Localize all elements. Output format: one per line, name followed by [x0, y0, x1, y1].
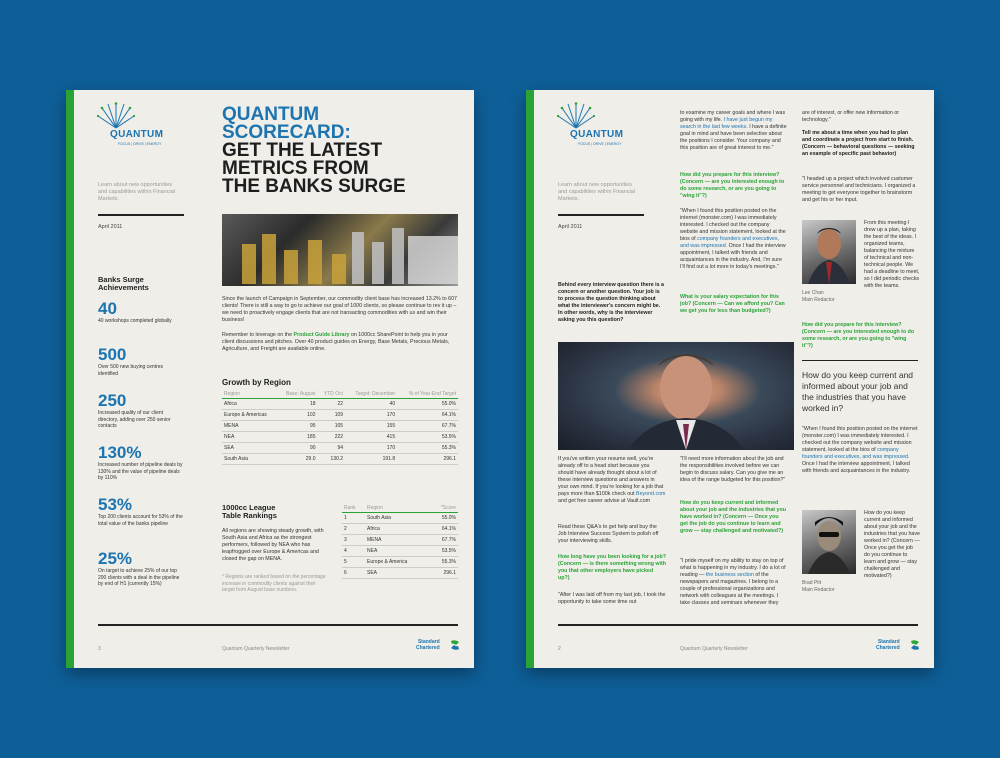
- brad-pitt-photo: [802, 510, 856, 574]
- cell: 22: [318, 399, 346, 410]
- founders-link-2[interactable]: company founders and executives, and was impressed.: [802, 447, 910, 460]
- beyond-link[interactable]: Beyond.com: [636, 491, 666, 497]
- league-header-row: [342, 504, 458, 513]
- page-title: [222, 106, 406, 196]
- cell: 18: [278, 399, 318, 410]
- cell: 53.5%: [397, 432, 458, 443]
- cell: 170: [345, 410, 397, 421]
- intro-paragraph-2: [222, 332, 458, 353]
- quantum-burst-icon: [556, 102, 596, 132]
- growth-title: Growth by Region: [222, 378, 291, 387]
- cell: NEA: [222, 432, 278, 443]
- cell: MENA: [222, 421, 278, 432]
- col-header: YTD Oct: [323, 391, 344, 397]
- col3-paragraph-4: [802, 426, 918, 475]
- page-number: 3: [98, 646, 101, 652]
- cell: 5: [342, 557, 365, 568]
- cell: 95: [278, 421, 318, 432]
- col1-p1-end: and get free career advise at Vault.com: [558, 498, 651, 504]
- cell: 53.5%: [430, 546, 458, 557]
- title-line-4: METRICS FROM: [222, 158, 369, 179]
- cell: 64.1%: [430, 524, 458, 535]
- product-guide-library-link[interactable]: Product Guide Library: [293, 332, 350, 338]
- stat-description: On target to achieve 25% of our top 200 clients with a deal in the pipeline by end of H1 (currently 15%): [98, 568, 180, 587]
- issue-date: April 2011: [98, 224, 123, 230]
- table-row: [222, 443, 458, 454]
- table-row: [222, 432, 458, 443]
- cell: Africa: [222, 399, 278, 410]
- col2-paragraph-4: [680, 558, 788, 607]
- col3-question-1: Tell me about a time when you had to plan and coordinate a project from start to finish. (Concern — behavioral questions — seeking an example of specific past behavior): [802, 130, 915, 157]
- cell: 2: [342, 524, 365, 535]
- table-row: [342, 568, 458, 579]
- logo-wordmark: QUANTUM: [110, 129, 164, 140]
- cell: 415: [345, 432, 397, 443]
- para2-end: on 1000cc SharePoint to help you in your client discussions and pitches. Over 40 product guides on Energy, Base Metals, Precious Metals, Agriculture, and Freight are available online.: [222, 332, 450, 352]
- newsletter-page-left: [66, 90, 474, 668]
- col1-p1-start: If you've written your resume well, you're already off to a head start because you should have already thought about a lot of these interview questions and answers in your own mind. If you're looking for a job that pays more than $100k check out: [558, 456, 664, 497]
- businessman-portrait-icon: [558, 342, 794, 450]
- green-edge-bar: [526, 90, 534, 668]
- quantum-logo: [96, 102, 176, 152]
- col-header: % of Year-End Target: [408, 391, 456, 397]
- cell: 155: [345, 421, 397, 432]
- quantum-burst-icon: [96, 102, 136, 132]
- league-heading: [222, 504, 277, 520]
- table-row: [222, 454, 458, 465]
- col1-paragraph-1: [558, 456, 666, 505]
- person1-name: Lee Chan: [802, 290, 824, 296]
- lead-question: Behind every interview question there is a concern or another question. Your job is to process the question thinking about what the interviewer's concern might be. In other words, why is the interviewer asking you this question?: [558, 282, 664, 323]
- league-title-1: 1000cc League: [222, 503, 276, 512]
- cell: 296.1: [397, 454, 458, 465]
- table-row: [342, 535, 458, 546]
- cell: Europe & America: [365, 557, 430, 568]
- pull-quote: How do you keep current and informed about your job and the industries that you have worked in?: [802, 370, 914, 413]
- sc-line-1: Standard: [417, 639, 440, 645]
- cell: 40: [345, 399, 397, 410]
- col2-p4-start: "I pride myself on my ability to stay on top of what is happening in my industry. I do a lot of reading —: [680, 558, 786, 578]
- achievements-title-2: Achievements: [98, 283, 149, 292]
- title-line-2: SCORECARD:: [222, 122, 351, 143]
- business-section-link[interactable]: the business section: [705, 572, 754, 578]
- table-row: [222, 410, 458, 421]
- sc-line-2: Chartered: [416, 644, 440, 651]
- newsletter-name: Quantum Quarterly Newsletter: [680, 646, 748, 652]
- cell: 3: [342, 535, 365, 546]
- cell: 94: [318, 443, 346, 454]
- col2-paragraph-3: "I'll need more information about the job and the responsibilities involved before we can begin to discuss salary. Can you give me an idea of the range budgeted for this position?": [680, 456, 786, 483]
- cell: South Asia: [365, 513, 430, 524]
- cell: 55.3%: [397, 443, 458, 454]
- lee-chan-portrait-icon: [802, 220, 856, 284]
- stat-description: 40 workshops completed globally: [98, 318, 172, 324]
- person2-name: Brad Pitt: [802, 580, 822, 586]
- cell: MENA: [365, 535, 430, 546]
- cell: 222: [318, 432, 346, 443]
- standard-chartered-mark-icon: [450, 639, 460, 651]
- col3-paragraph-3: From this meeting I drew up a plan, taking the best of the ideas. I organized teams, balancing the mixture of technical and non-technical people. We had a deadline to meet, so I did periodic checks with the teams.: [864, 220, 920, 289]
- para2-start: Remember to leverage on the: [222, 332, 294, 338]
- stat-number: 250: [98, 391, 127, 410]
- stat-block-3: [98, 444, 184, 482]
- league-footnote: * Regions are ranked based on the percentage increase in commodity clients against their target from August base numbers.: [222, 574, 326, 593]
- cell: NEA: [365, 546, 430, 557]
- issue-date: April 2011: [558, 224, 583, 230]
- col2-p4-end: of the newspapers and magazines. I belong to a couple of professional organizations and network with colleagues at the meetings. I take classes and seminars whenever they: [680, 572, 779, 606]
- newsletter-name: Quantum Quarterly Newsletter: [222, 646, 290, 652]
- cell: 90: [278, 443, 318, 454]
- cell: 1: [342, 513, 365, 524]
- person1-role: Main Redactor: [802, 296, 835, 303]
- cell: 170: [345, 443, 397, 454]
- coin-stacks-icon: [222, 214, 458, 286]
- stat-number: 25%: [98, 549, 133, 568]
- stat-block-1: [98, 346, 184, 377]
- cell: 67.7%: [430, 535, 458, 546]
- person2-caption: [802, 580, 835, 593]
- col2-paragraph-2: [680, 208, 788, 271]
- founders-link[interactable]: company founders and executives, and was impressed.: [680, 236, 779, 249]
- col3-paragraph-2: "I headed up a project which involved customer service personnel and technicians. I organized a meeting to get everyone together to brainstorm and get his or her input.: [802, 176, 916, 203]
- coins-photo: [222, 214, 458, 286]
- intro-rule: [558, 214, 644, 216]
- title-line-1: QUANTUM: [222, 104, 320, 125]
- logo-tagline: FOCUS | DRIVE | ENERGY: [118, 142, 162, 146]
- lee-chan-photo: [802, 220, 856, 284]
- col2-paragraph-1: [680, 110, 788, 152]
- footer-rule: [98, 624, 458, 626]
- col2-p2-start: "When I found this position posted on the internet (monster.com) I was immediately interested. I checked out the company website and mission statement, looked at the bios of: [680, 208, 786, 242]
- search-link[interactable]: I have just begun my search in the last few weeks.: [680, 117, 773, 130]
- cell: 67.7%: [397, 421, 458, 432]
- cell: 191.8: [345, 454, 397, 465]
- table-row: [222, 399, 458, 410]
- table-row: [342, 513, 458, 524]
- league-table: [342, 504, 458, 579]
- cell: Africa: [365, 524, 430, 535]
- cell: 130.2: [318, 454, 346, 465]
- stat-description: Over 500 new buying centres identified: [98, 364, 164, 377]
- portrait-photo: [558, 342, 794, 450]
- pull-quote-rule: [802, 360, 918, 361]
- cell: 102: [278, 410, 318, 421]
- intro-rule: [98, 214, 184, 216]
- stat-number: 53%: [98, 495, 133, 514]
- col-header: Region: [367, 505, 383, 511]
- stat-number: 130%: [98, 443, 142, 462]
- stat-block-0: [98, 300, 184, 325]
- col3-paragraph-1: are of interest, or offer new information or technology.": [802, 110, 900, 123]
- cell: Europe & Americas: [222, 410, 278, 421]
- page-number: 2: [558, 646, 561, 652]
- intro-paragraph-1: Since the launch of Campaign in September, our commodity client base has increased 13.2% to 607 clients! There is still a way to go to achieve our goal of 1000 clients, so please continue to rev it up – we need to proactively engage clients that are not transacting commodities with us and win their business!: [222, 296, 457, 323]
- cell: 296.1: [430, 568, 458, 579]
- stat-block-5: [98, 550, 184, 588]
- cell: 29.0: [278, 454, 318, 465]
- achievements-title-1: Banks Surge: [98, 275, 144, 284]
- col2-p1-start: to examine my career goals and where I was going with my life.: [680, 110, 786, 123]
- standard-chartered-mark-icon: [910, 639, 920, 651]
- col2-question-3: How do you keep current and informed about your job and the industries that you have worked in? (Concern — Once you get the job do you continue to learn and grow — stay challenged and motivated?): [680, 500, 786, 534]
- cell: SEA: [222, 443, 278, 454]
- table-row: [342, 524, 458, 535]
- cell: 109: [318, 410, 346, 421]
- table-row: [222, 421, 458, 432]
- title-line-3: GET THE LATEST: [222, 140, 383, 161]
- person2-role: Main Redactor: [802, 586, 835, 593]
- col-header: Region: [224, 391, 240, 397]
- standard-chartered-logo: [876, 640, 900, 651]
- intro-text: Learn about new opportunities and capabilities within Financial Markets.: [558, 182, 636, 202]
- cell: 55.3%: [430, 557, 458, 568]
- col-header: Base: August: [286, 391, 316, 397]
- stat-block-4: [98, 496, 184, 527]
- green-edge-bar: [66, 90, 74, 668]
- league-text: All regions are showing steady growth, with South Asia and Africa as the strongest performers, followed by NEA who has leapfrogged over Europe & Americas and closed the gap on MENA.: [222, 528, 324, 562]
- cell: 185: [278, 432, 318, 443]
- col3-question-2: How did you prepare for this interview? (Concern — are you interested enough to do some research, or are you going to "wing it"?): [802, 322, 915, 349]
- col2-question-2: What is your salary expectation for this job? (Concern — Can we afford you? Can we get you for less than budgeted?): [680, 294, 785, 314]
- stat-number: 40: [98, 299, 117, 318]
- col1-question-1: How long have you been looking for a job? (Concern — is there something wrong with you that other employers have picked up?): [558, 554, 667, 581]
- cell: 64.1%: [397, 410, 458, 421]
- cell: 55.0%: [430, 513, 458, 524]
- col-header: Target: December: [355, 391, 396, 397]
- newsletter-page-right: [526, 90, 934, 668]
- col2-p2-end: Once I had the interview appointment, I talked with friends and acquaintances in the industry. And, I'm sure I'll find out a lot more in today's meetings.": [680, 243, 786, 270]
- col2-question-1: How did you prepare for this interview? (Concern — are you interested enough to do some research, or are you going to "wing it"?): [680, 172, 785, 199]
- table-row: [342, 557, 458, 568]
- stat-description: Increased quality of our client directory, adding over 250 senior contacts: [98, 410, 171, 429]
- stat-description: Top 200 clients account for 53% of the total value of the banks pipeline: [98, 514, 183, 527]
- logo-tagline: FOCUS | DRIVE | ENERGY: [578, 142, 622, 146]
- cell: 6: [342, 568, 365, 579]
- stat-number: 500: [98, 345, 127, 364]
- col3-p4-start: "When I found this position posted on the internet (monster.com) I was immediately interested. I checked out the company website and mission statement, looked at the bios of: [802, 426, 918, 453]
- col-header: Rank: [344, 505, 356, 511]
- cell: 4: [342, 546, 365, 557]
- col1-paragraph-2: Read these Q&A's to get help and buy the Job Interview Success System to polish off your interviewing skills.: [558, 524, 659, 544]
- achievements-heading: [98, 276, 149, 292]
- sc-line-1: Standard: [877, 639, 900, 645]
- col3-p4-end: Once I had the interview appointment, I talked with friends and acquaintances in the industry.: [802, 461, 911, 474]
- col-header: *Score: [440, 505, 456, 511]
- stat-description: Increased number of pipeline deals by 130% and the value of pipeline deals by 110%: [98, 462, 183, 481]
- stat-block-2: [98, 392, 184, 430]
- growth-header-row: [222, 390, 458, 399]
- logo-wordmark: QUANTUM: [570, 129, 624, 140]
- cell: 55.0%: [397, 399, 458, 410]
- sc-line-2: Chartered: [876, 644, 900, 651]
- col1-paragraph-3: "After I was laid off from my last job, I took the opportunity to take some time out: [558, 592, 666, 605]
- brad-pitt-portrait-icon: [802, 510, 856, 574]
- intro-text: Learn about new opportunities and capabilities within Financial Markets.: [98, 182, 176, 202]
- quantum-logo: [556, 102, 636, 152]
- col2-p1-end: I have a definite goal in mind and have been selective about the positions I consider. Your company and this position are of great interest to me.": [680, 124, 787, 151]
- footer-rule: [558, 624, 918, 626]
- league-title-2: Table Rankings: [222, 511, 277, 520]
- col3-paragraph-5: How do you keep current and informed about your job and the industries that you have worked in? (Concern — Once you get the job do you continue to learn and grow — stay challenged and motivated?): [864, 510, 920, 579]
- cell: South Asia: [222, 454, 278, 465]
- standard-chartered-logo: [416, 640, 440, 651]
- cell: 105: [318, 421, 346, 432]
- cell: SEA: [365, 568, 430, 579]
- person1-caption: [802, 290, 835, 303]
- growth-table: [222, 390, 458, 465]
- table-row: [342, 546, 458, 557]
- title-line-5: THE BANKS SURGE: [222, 176, 406, 197]
